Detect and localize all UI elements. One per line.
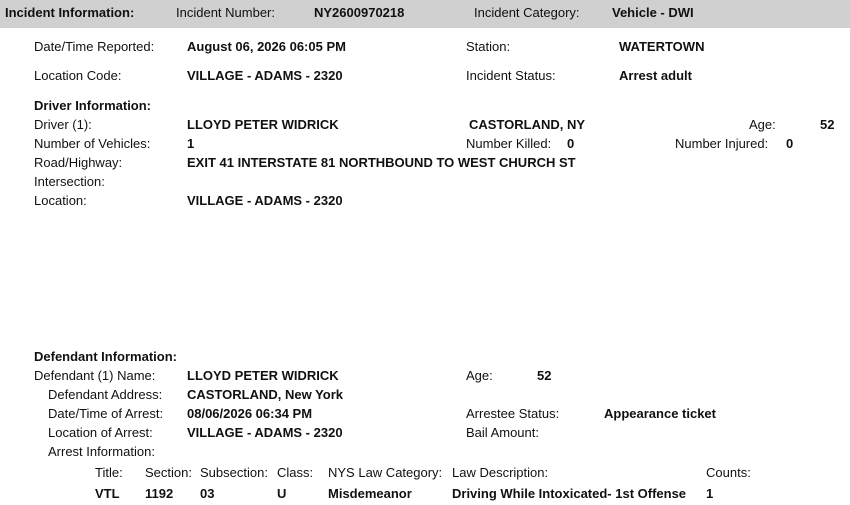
number-injured-label: Number Injured: <box>675 136 769 151</box>
defendant-information-heading: Defendant Information: <box>34 349 177 364</box>
arrestee-status-value: Appearance ticket <box>604 406 716 421</box>
charge-section-header: Section: <box>145 465 192 480</box>
arrestee-status-label: Arrestee Status: <box>466 406 560 421</box>
location-label: Location: <box>34 193 87 208</box>
road-highway-label: Road/Highway: <box>34 155 123 170</box>
charge-counts-cell: 1 <box>706 486 714 501</box>
charge-subsection-cell: 03 <box>200 486 215 501</box>
station-label: Station: <box>466 39 511 54</box>
number-killed-label: Number Killed: <box>466 136 552 151</box>
charge-title-header: Title: <box>95 465 123 480</box>
driver-name-value: LLOYD PETER WIDRICK <box>187 117 339 132</box>
incident-category-label: Incident Category: <box>474 5 580 20</box>
incident-information-heading: Incident Information: <box>5 5 135 20</box>
datetime-reported-value: August 06, 2026 06:05 PM <box>187 39 346 54</box>
number-injured-value: 0 <box>786 136 794 151</box>
arrest-datetime-value: 08/06/2026 06:34 PM <box>187 406 313 421</box>
driver-label: Driver (1): <box>34 117 92 132</box>
incident-number-label: Incident Number: <box>176 5 275 20</box>
driver-information-heading: Driver Information: <box>34 98 152 113</box>
incident-status-value: Arrest adult <box>619 68 692 83</box>
driver-age-value: 52 <box>820 117 835 132</box>
defendant-name-value: LLOYD PETER WIDRICK <box>187 368 339 383</box>
incident-header-bar <box>0 0 850 28</box>
number-of-vehicles-value: 1 <box>187 136 195 151</box>
location-code-value: VILLAGE - ADAMS - 2320 <box>187 68 343 83</box>
incident-category-value: Vehicle - DWI <box>612 5 694 20</box>
charge-law-description-header: Law Description: <box>452 465 549 480</box>
charge-law-category-header: NYS Law Category: <box>328 465 443 480</box>
defendant-age-label: Age: <box>466 368 493 383</box>
charge-subsection-header: Subsection: <box>200 465 268 480</box>
incident-number-value: NY2600970218 <box>314 5 405 20</box>
datetime-reported-label: Date/Time Reported: <box>34 39 155 54</box>
location-code-label: Location Code: <box>34 68 122 83</box>
intersection-label: Intersection: <box>34 174 105 189</box>
location-value: VILLAGE - ADAMS - 2320 <box>187 193 343 208</box>
road-highway-value: EXIT 41 INTERSTATE 81 NORTHBOUND TO WEST CHURCH ST <box>187 155 576 170</box>
defendant-address-value: CASTORLAND, New York <box>187 387 344 402</box>
defendant-age-value: 52 <box>537 368 552 383</box>
arrest-location-label: Location of Arrest: <box>48 425 153 440</box>
charge-title-cell: VTL <box>95 486 120 501</box>
charge-law-description-cell: Driving While Intoxicated- 1st Offense <box>452 486 687 501</box>
incident-status-label: Incident Status: <box>466 68 556 83</box>
number-killed-value: 0 <box>567 136 575 151</box>
driver-city-value: CASTORLAND, NY <box>469 117 586 132</box>
arrest-datetime-label: Date/Time of Arrest: <box>48 406 164 421</box>
defendant-address-label: Defendant Address: <box>48 387 163 402</box>
charge-law-category-cell: Misdemeanor <box>328 486 412 501</box>
defendant-name-label: Defendant (1) Name: <box>34 368 156 383</box>
number-of-vehicles-label: Number of Vehicles: <box>34 136 151 151</box>
driver-age-label: Age: <box>749 117 776 132</box>
charge-counts-header: Counts: <box>706 465 751 480</box>
arrest-information-label: Arrest Information: <box>48 444 155 459</box>
bail-amount-label: Bail Amount: <box>466 425 539 440</box>
charge-section-cell: 1192 <box>145 486 174 501</box>
charge-class-header: Class: <box>277 465 314 480</box>
charge-class-cell: U <box>277 486 287 501</box>
station-value: WATERTOWN <box>619 39 705 54</box>
arrest-location-value: VILLAGE - ADAMS - 2320 <box>187 425 343 440</box>
